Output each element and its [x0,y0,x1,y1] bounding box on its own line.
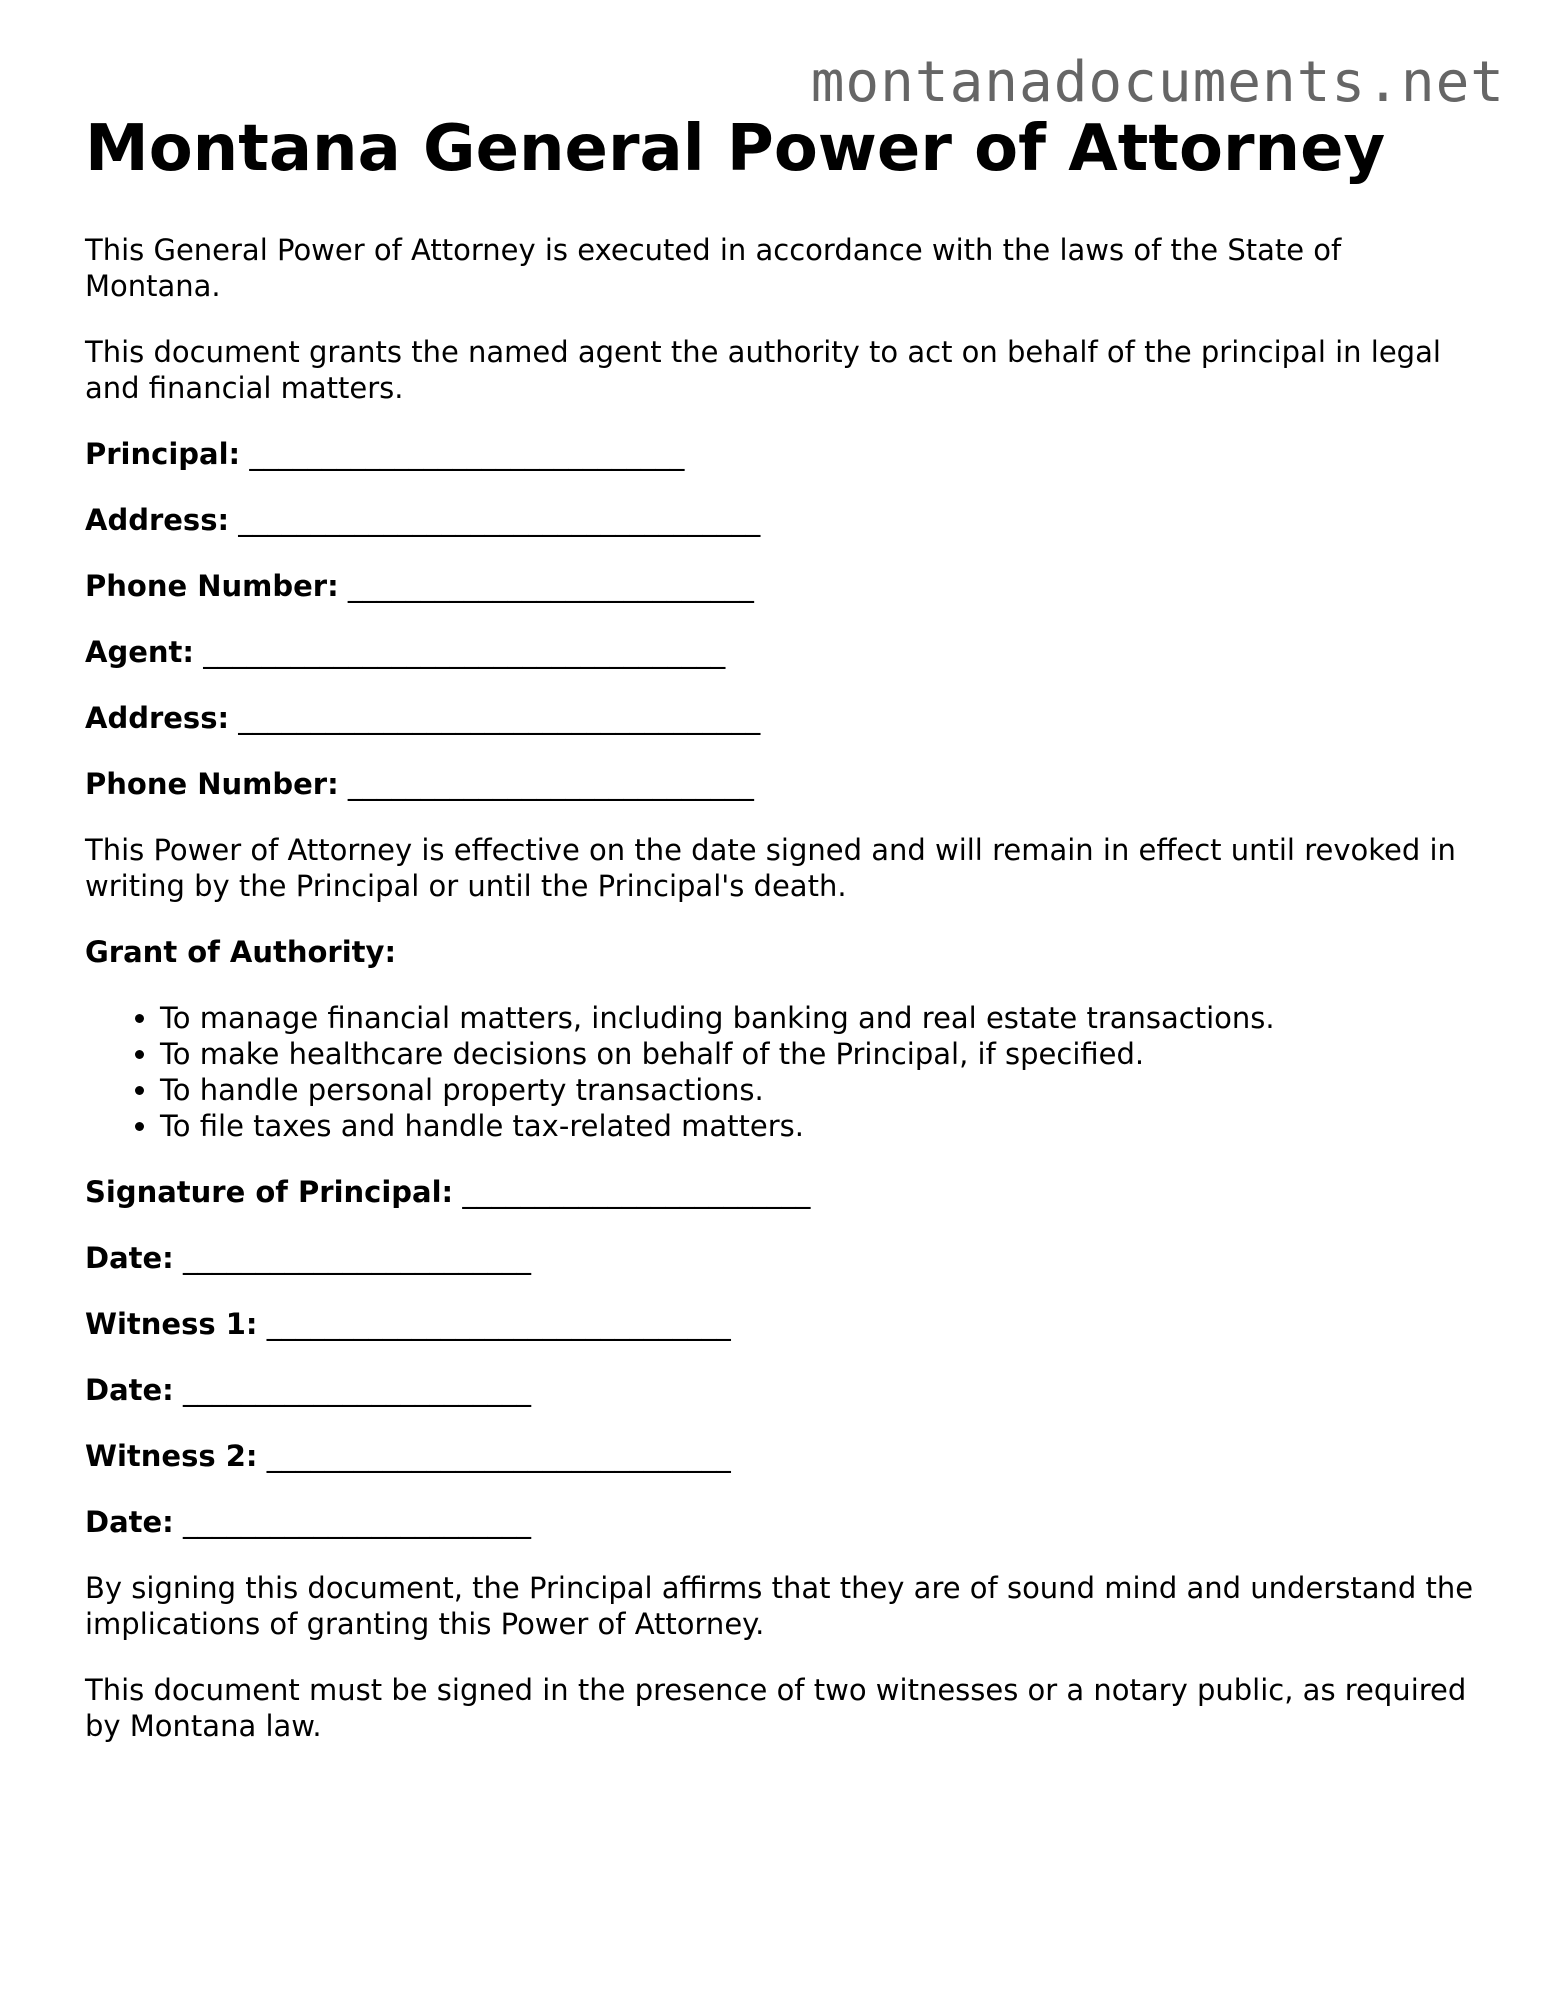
list-item: • To handle personal property transactions. [160,1072,1475,1108]
witness-1-label: Witness 1: [85,1307,258,1341]
principal-phone-blank[interactable]: ____________________________ [347,569,754,603]
principal-date-label: Date: [85,1241,174,1275]
agent-address-blank[interactable]: ____________________________________ [238,701,761,735]
agent-field[interactable] [85,634,1475,670]
intro-paragraph-2: This document grants the named agent the authority to act on behalf of the principal in legal and financial matters. [85,335,1441,405]
document-title: Montana General Power of Attorney [85,112,1386,186]
document-body [85,108,1475,1774]
effective-date-paragraph: This Power of Attorney is effective on the date signed and will remain in effect until revoked in writing by the Principal or until the Principal's death. [85,833,1456,903]
witness-1-field[interactable] [85,1306,1475,1342]
witness-1-date-field[interactable] [85,1372,1475,1408]
principal-address-field[interactable] [85,502,1475,538]
intro-paragraph-1: This General Power of Attorney is executed in accordance with the laws of the State of Montana. [85,233,1342,303]
principal-label: Principal: [85,437,241,471]
witness-2-field[interactable] [85,1438,1475,1474]
list-item: • To make healthcare decisions on behalf of the Principal, if specified. [160,1036,1475,1072]
agent-address-label: Address: [85,701,230,735]
principal-field[interactable] [85,436,1475,472]
principal-signature-blank[interactable]: ________________________ [462,1175,811,1209]
principal-date-field[interactable] [85,1240,1475,1276]
witness-2-date-label: Date: [85,1505,174,1539]
principal-address-label: Address: [85,503,230,537]
principal-signature-field[interactable] [85,1174,1475,1210]
agent-phone-label: Phone Number: [85,767,339,801]
list-item: • To file taxes and handle tax-related matters. [160,1108,1475,1144]
agent-address-field[interactable] [85,700,1475,736]
affirmation-paragraph: By signing this document, the Principal affirms that they are of sound mind and understand the implications of granting this Power of Attorney. [85,1571,1474,1641]
witness-2-date-field[interactable] [85,1504,1475,1540]
principal-address-blank[interactable]: ____________________________________ [238,503,761,537]
witness-1-blank[interactable]: ________________________________ [266,1307,731,1341]
principal-signature-label: Signature of Principal: [85,1175,454,1209]
principal-phone-field[interactable] [85,568,1475,604]
site-watermark: montanadocuments.net [810,50,1505,115]
authority-list [85,1000,1475,1144]
list-item: • To manage financial matters, including banking and real estate transactions. [160,1000,1475,1036]
authority-heading: Grant of Authority: [85,935,397,969]
principal-phone-label: Phone Number: [85,569,339,603]
agent-phone-field[interactable] [85,766,1475,802]
witness-1-date-label: Date: [85,1373,174,1407]
witness-2-label: Witness 2: [85,1439,258,1473]
agent-blank[interactable]: ____________________________________ [203,635,726,669]
principal-blank[interactable]: ______________________________ [249,437,685,471]
agent-phone-blank[interactable]: ____________________________ [347,767,754,801]
principal-date-blank[interactable]: ________________________ [183,1241,531,1275]
witness-requirement-paragraph: This document must be signed in the presence of two witnesses or a notary public, as required by Montana law. [85,1673,1467,1743]
witness-2-blank[interactable]: ________________________________ [266,1439,731,1473]
agent-label: Agent: [85,635,194,669]
witness-1-date-blank[interactable]: ________________________ [183,1373,531,1407]
witness-2-date-blank[interactable]: ________________________ [183,1505,531,1539]
